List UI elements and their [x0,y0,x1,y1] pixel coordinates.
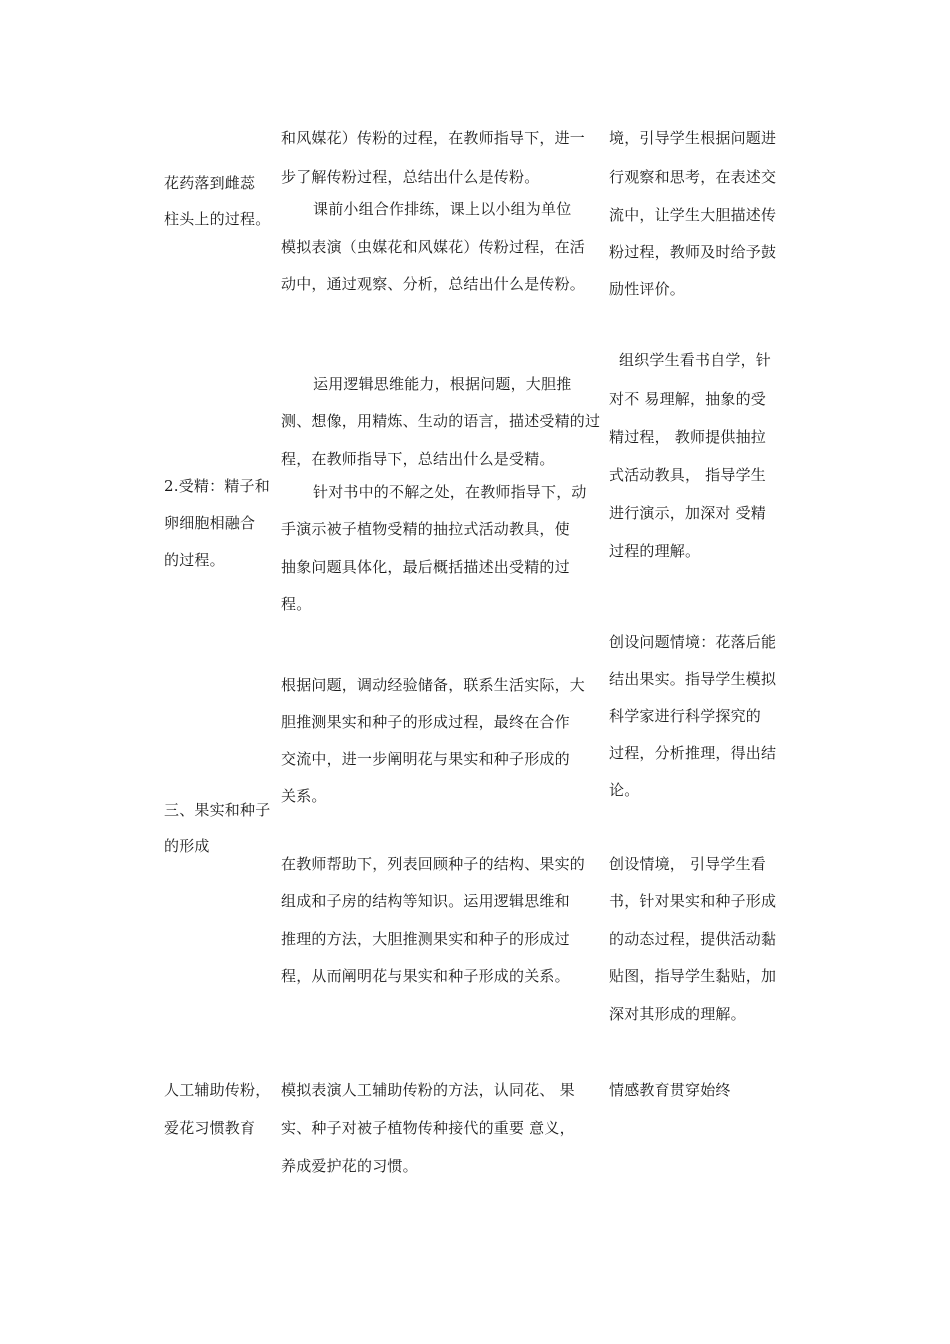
col1-line: 2.受精：精子和 [164,477,270,495]
col2-line: 根据问题，调动经验储备，联系生活实际，大 [281,676,586,694]
col2-line: 和风媒花）传粉的过程，在教师指导下，进一 [281,129,586,147]
col2-line: 养成爱护花的习惯。 [281,1157,418,1175]
col2-line: 程，在教师指导下，总结出什么是受精。 [281,450,555,468]
col2-line: 运用逻辑思维能力，根据问题，大胆推 [313,375,572,393]
col3-line: 贴图，指导学生黏贴，加 [609,967,777,985]
col1-line: 爱花习惯教育 [164,1119,256,1137]
col1-line: 人工辅助传粉， [164,1081,271,1099]
col2-line: 组成和子房的结构等知识。运用逻辑思维和 [281,892,570,910]
col2-line: 针对书中的不解之处，在教师指导下，动 [313,483,587,501]
col2-line: 动中，通过观察、分析，总结出什么是传粉。 [281,275,586,293]
col2-line: 胆推测果实和种子的形成过程，最终在合作 [281,713,570,731]
col3-line: 结出果实。指导学生模拟 [609,670,777,688]
col3-line: 励性评价。 [609,280,686,298]
col1-line: 三、果实和种子 [164,801,271,819]
col2-line: 测、想像，用精炼、生动的语言，描述受精的过 [281,412,601,430]
col3-line: 论。 [609,781,640,799]
col2-line: 交流中，进一步阐明花与果实和种子形成的 [281,750,570,768]
col1-line: 的形成 [164,837,210,855]
col2-line: 关系。 [281,787,327,805]
col1-line: 卵细胞相融合 [164,514,256,532]
col2-line: 手演示被子植物受精的抽拉式活动教具，使 [281,520,570,538]
col2-line: 在教师帮助下，列表回顾种子的结构、果实的 [281,855,586,873]
col3-line: 流中，让学生大胆描述传 [609,206,777,224]
col3-line: 书，针对果实和种子形成 [609,892,777,910]
col2-line: 推理的方法，大胆推测果实和种子的形成过 [281,930,570,948]
col2-line: 抽象问题具体化，最后概括描述出受精的过 [281,558,570,576]
col3-line: 粉过程，教师及时给予鼓 [609,243,777,261]
col3-line: 情感教育贯穿始终 [609,1081,731,1099]
col2-line: 模拟表演人工辅助传粉的方法，认同花、 果 [281,1081,575,1099]
col3-line: 行观察和思考，在表述交 [609,168,777,186]
col2-line: 程。 [281,595,312,613]
col3-line: 对不 易理解，抽象的受 [609,390,766,408]
col1-line: 花药落到雌蕊 [164,174,256,192]
col2-line: 课前小组合作排练，课上以小组为单位 [313,200,572,218]
col2-line: 程，从而阐明花与果实和种子形成的关系。 [281,967,570,985]
col3-line: 深对其形成的理解。 [609,1005,746,1023]
col2-line: 步了解传粉过程，总结出什么是传粉。 [281,168,540,186]
col1-line: 柱头上的过程。 [164,210,271,228]
col3-line: 精过程， 教师提供抽拉 [609,428,766,446]
col3-line: 过程的理解。 [609,542,701,560]
col1-line: 的过程。 [164,551,225,569]
col3-line: 科学家进行科学探究的 [609,707,762,725]
col3-line: 的动态过程，提供活动黏 [609,930,777,948]
col3-line: 进行演示，加深对 受精 [609,504,766,522]
col2-line: 模拟表演（虫媒花和风媒花）传粉过程，在活 [281,238,586,256]
col3-line: 过程，分析推理，得出结 [609,744,777,762]
col3-line: 组织学生看书自学，针 [619,351,772,369]
col3-line: 创设情境， 引导学生看 [609,855,766,873]
col3-line: 境，引导学生根据问题进 [609,129,777,147]
col2-line: 实、种子对被子植物传种接代的重要 意义， [281,1119,575,1137]
col3-line: 式活动教具， 指导学生 [609,466,766,484]
col3-line: 创设问题情境：花落后能 [609,633,777,651]
